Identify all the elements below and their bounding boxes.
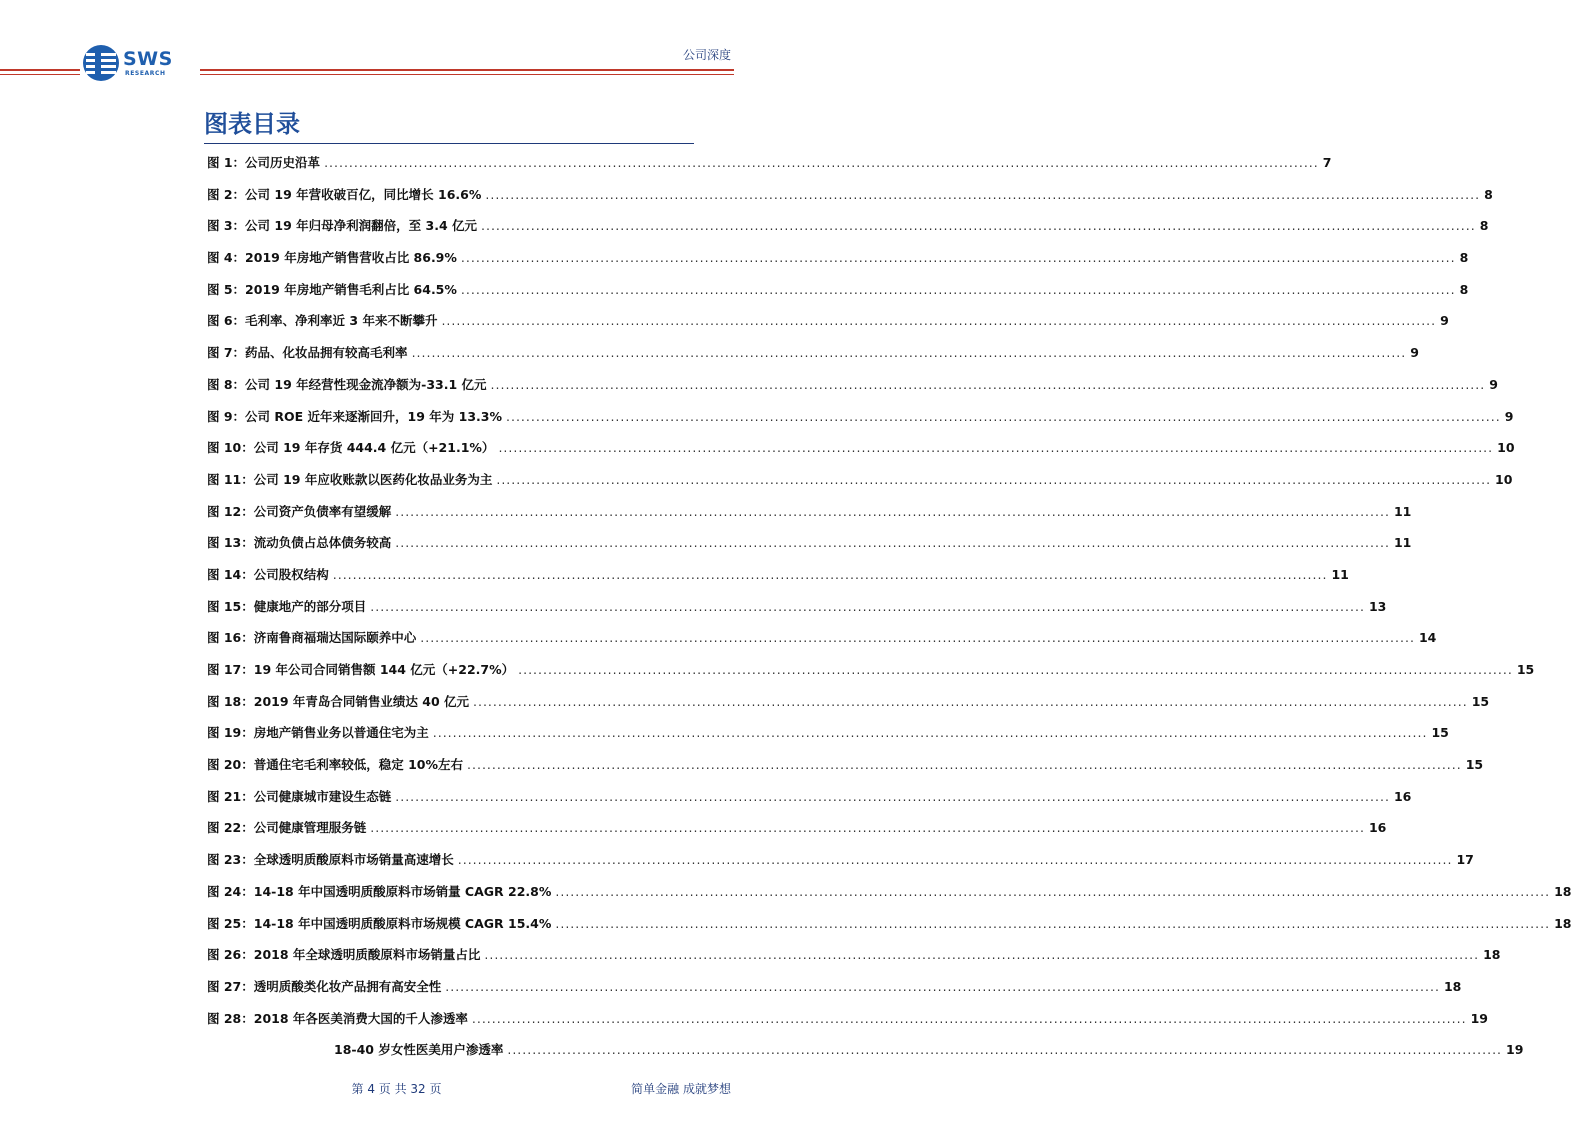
toc-entry-label: 图 16：济南鲁商福瑞达国际颐养中心 — [207, 630, 417, 646]
toc-leader-dots: ........................................................................................................................................................................................................ — [324, 155, 1319, 170]
toc-entry-page: 8 — [1459, 250, 1469, 266]
toc-entry-page: 10 — [1497, 440, 1515, 456]
toc-entry[interactable] — [207, 565, 1349, 597]
toc-entry-page: 16 — [1393, 788, 1412, 804]
toc-leader-dots: ........................................................................................................................................................................................................ — [411, 345, 1407, 361]
toc-entry-label: 图 7：药品、化妆品拥有较高毛利率 — [207, 345, 408, 361]
toc-entry[interactable] — [207, 755, 1484, 787]
toc-entry-label: 图 4：2019 年房地产销售营收占比 86.9% — [207, 250, 457, 266]
toc-entry-page: 18 — [1483, 947, 1501, 963]
toc-entry-label: 图 8：公司 19 年经营性现金流净额为-33.1 亿元 — [207, 376, 487, 392]
page-title: 图表目录 — [204, 110, 300, 138]
toc-entry-page: 9 — [1504, 408, 1514, 424]
toc-entry-page: 18 — [1554, 883, 1571, 899]
toc-entry-label: 图 19：房地产销售业务以普通住宅为主 — [207, 725, 429, 741]
toc-entry-label: 图 28：2018 年各医美消费大国的千人渗透率 — [207, 1010, 468, 1026]
toc-entry-label: 图 12：公司资产负债率有望缓解 — [207, 503, 392, 519]
header-rule-right-thin — [200, 74, 734, 75]
toc-leader-dots: ........................................................................................................................................................................................................ — [420, 630, 1415, 646]
toc-entry[interactable] — [207, 787, 1412, 819]
toc-entry[interactable] — [207, 818, 1387, 850]
toc-entry[interactable] — [207, 945, 1501, 977]
header-rule-right — [200, 69, 734, 71]
brand-logo — [82, 44, 182, 84]
toc-leader-dots: ........................................................................................................................................................................................................ — [457, 852, 1453, 868]
page-number: 第 4 页 共 32 页 — [351, 1082, 442, 1096]
toc-entry-label: 图 11：公司 19 年应收账款以医药化妆品业务为主 — [207, 471, 493, 487]
toc-entry-page: 18 — [1443, 978, 1462, 994]
toc-entry-label: 图 27：透明质酸类化妆产品拥有高安全性 — [207, 978, 442, 994]
toc-entry[interactable] — [207, 248, 1469, 280]
toc-entry-label: 图 5：2019 年房地产销售毛利占比 64.5% — [207, 281, 457, 297]
toc-leader-dots: ........................................................................................................................................................................................................ — [506, 408, 1501, 424]
brand-name: SWS — [123, 48, 173, 70]
toc-entry-page: 15 — [1516, 662, 1535, 677]
toc-leader-dots: ........................................................................................................................................................................................................ — [395, 503, 1390, 519]
toc-leader-dots: ........................................................................................................................................................................................................ — [432, 725, 1428, 741]
toc-entry-page: 10 — [1495, 471, 1513, 487]
toc-entry-page: 14 — [1418, 630, 1437, 646]
toc-entry[interactable] — [207, 502, 1412, 534]
toc-entry-page: 8 — [1459, 281, 1469, 297]
toc-leader-dots: ........................................................................................................................................................................................................ — [471, 1010, 1467, 1026]
header-rule-left — [0, 69, 80, 71]
toc-entry-page: 11 — [1393, 503, 1412, 519]
toc-entry-page: 11 — [1331, 566, 1349, 582]
toc-entry-label: 图 10：公司 19 年存货 444.4 亿元（+21.1%） — [207, 440, 495, 456]
toc-entry[interactable] — [207, 533, 1412, 565]
report-type: 公司深度 — [682, 48, 731, 62]
toc-entry[interactable] — [207, 850, 1474, 882]
header-rule-left-thin — [0, 74, 80, 75]
toc-entry-label: 图 21：公司健康城市建设生态链 — [207, 788, 392, 804]
toc-entry-page: 15 — [1431, 725, 1449, 741]
toc-leader-dots: ........................................................................................................................................................................................................ — [481, 218, 1476, 234]
toc-entry-label: 图 2：公司 19 年营收破百亿，同比增长 16.6% — [207, 186, 482, 202]
toc-entry[interactable] — [207, 470, 1513, 502]
toc-entry[interactable] — [207, 343, 1419, 375]
toc-leader-dots: ........................................................................................................................................................................................................ — [445, 978, 1440, 994]
toc-entry-label: 图 15：健康地产的部分项目 — [207, 598, 367, 614]
toc-entry-page: 9 — [1440, 313, 1449, 329]
toc-leader-dots: ........................................................................................................................................................................................................ — [460, 281, 1456, 297]
toc-leader-dots: ........................................................................................................................................................................................................ — [490, 376, 1486, 392]
toc-entry-label: 图 23：全球透明质酸原料市场销量高速增长 — [207, 852, 454, 868]
toc-entry-page: 19 — [1506, 1042, 1524, 1058]
toc-entry-label: 图 1：公司历史沿革 — [207, 155, 321, 170]
toc-entry[interactable] — [207, 1009, 1488, 1041]
toc-entry[interactable] — [207, 628, 1437, 660]
table-of-figures — [207, 153, 1571, 1072]
toc-leader-dots: ........................................................................................................................................................................................................ — [485, 186, 1481, 202]
toc-entry[interactable] — [207, 882, 1571, 914]
title-divider — [204, 143, 694, 144]
logo-mark-icon — [82, 44, 120, 82]
toc-entry-page: 17 — [1456, 852, 1474, 868]
toc-leader-dots: ........................................................................................................................................................................................................ — [555, 883, 1551, 899]
toc-entry-page: 9 — [1410, 345, 1419, 361]
toc-entry[interactable] — [207, 597, 1387, 629]
toc-entry[interactable] — [207, 1040, 1524, 1072]
toc-entry-label: 图 17：19 年公司合同销售额 144 亿元（+22.7%） — [207, 662, 515, 677]
toc-entry-page: 15 — [1465, 757, 1484, 773]
toc-entry-page: 13 — [1368, 598, 1387, 614]
toc-entry[interactable] — [207, 660, 1535, 692]
toc-leader-dots: ........................................................................................................................................................................................................ — [460, 250, 1456, 266]
toc-leader-dots: ........................................................................................................................................................................................................ — [395, 535, 1390, 551]
toc-entry[interactable] — [207, 914, 1571, 946]
toc-entry-label: 图 26：2018 年全球透明质酸原料市场销量占比 — [207, 947, 481, 963]
toc-entry[interactable] — [207, 977, 1462, 1009]
toc-leader-dots: ........................................................................................................................................................................................................ — [441, 313, 1437, 329]
toc-entry-label: 图 3：公司 19 年归母净利润翻倍，至 3.4 亿元 — [207, 218, 477, 234]
toc-entry[interactable] — [207, 438, 1515, 470]
toc-leader-dots: ........................................................................................................................................................................................................ — [467, 757, 1462, 773]
footer-slogan: 简单金融 成就梦想 — [631, 1082, 731, 1096]
toc-entry[interactable] — [207, 280, 1469, 312]
toc-entry-label: 图 24：14-18 年中国透明质酸原料市场销量 CAGR 22.8% — [207, 883, 552, 899]
toc-entry-page: 16 — [1368, 820, 1387, 836]
toc-entry-page: 18 — [1554, 915, 1571, 931]
toc-leader-dots: ........................................................................................................................................................................................................ — [507, 1042, 1503, 1058]
toc-entry-page: 19 — [1470, 1010, 1488, 1026]
toc-entry-label: 18-40 岁女性医美用户渗透率 — [334, 1042, 504, 1058]
toc-entry[interactable] — [207, 375, 1498, 407]
toc-entry-label: 图 22：公司健康管理服务链 — [207, 820, 367, 836]
toc-leader-dots: ........................................................................................................................................................................................................ — [473, 693, 1468, 709]
toc-entry-page: 11 — [1393, 535, 1412, 551]
toc-entry[interactable] — [207, 153, 1332, 185]
toc-entry[interactable] — [207, 407, 1514, 439]
toc-entry[interactable] — [207, 216, 1489, 248]
toc-entry-label: 图 9：公司 ROE 近年来逐渐回升，19 年为 13.3% — [207, 408, 503, 424]
toc-leader-dots: ........................................................................................................................................................................................................ — [370, 820, 1365, 836]
toc-entry-label: 图 14：公司股权结构 — [207, 566, 329, 582]
toc-entry[interactable] — [207, 692, 1490, 724]
toc-entry-label: 图 20：普通住宅毛利率较低，稳定 10%左右 — [207, 757, 464, 773]
toc-leader-dots: ........................................................................................................................................................................................................ — [498, 440, 1494, 456]
toc-entry-label: 图 18：2019 年青岛合同销售业绩达 40 亿元 — [207, 693, 469, 709]
toc-leader-dots: ........................................................................................................................................................................................................ — [484, 947, 1480, 963]
toc-entry-label: 图 6：毛利率、净利率近 3 年来不断攀升 — [207, 313, 438, 329]
brand-subtitle: RESEARCH — [125, 70, 166, 77]
toc-entry-label: 图 13：流动负债占总体债务较高 — [207, 535, 392, 551]
toc-leader-dots: ........................................................................................................................................................................................................ — [395, 788, 1390, 804]
toc-entry-page: 8 — [1484, 186, 1493, 202]
toc-entry-label: 图 25：14-18 年中国透明质酸原料市场规模 CAGR 15.4% — [207, 915, 552, 931]
toc-leader-dots: ........................................................................................................................................................................................................ — [555, 915, 1551, 931]
toc-entry-page: 8 — [1479, 218, 1489, 234]
toc-entry[interactable] — [207, 723, 1449, 755]
toc-leader-dots: ........................................................................................................................................................................................................ — [518, 662, 1513, 677]
toc-entry-page: 7 — [1322, 155, 1332, 170]
toc-leader-dots: ........................................................................................................................................................................................................ — [332, 566, 1328, 582]
toc-entry-page: 15 — [1471, 693, 1490, 709]
toc-entry[interactable] — [207, 185, 1493, 217]
toc-entry[interactable] — [207, 311, 1449, 343]
toc-leader-dots: ........................................................................................................................................................................................................ — [496, 471, 1492, 487]
toc-entry-page: 9 — [1489, 376, 1498, 392]
toc-leader-dots: ........................................................................................................................................................................................................ — [370, 598, 1365, 614]
